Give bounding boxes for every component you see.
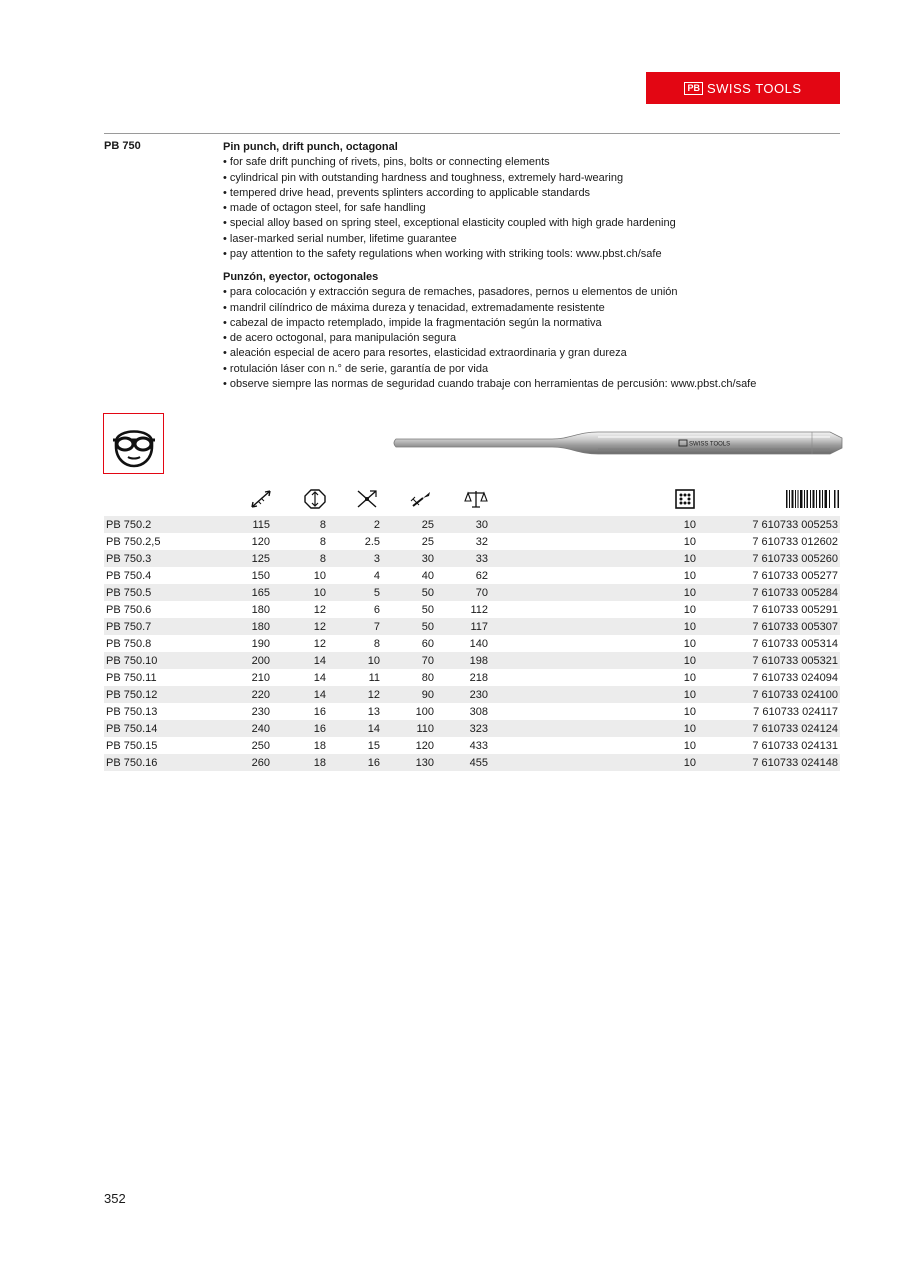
product-code-cell: PB 750.6: [106, 603, 152, 616]
octagon-size-cell: 10: [313, 569, 326, 582]
pin-length-cell: 30: [382, 550, 436, 567]
octagon-size-cell: 14: [272, 652, 328, 669]
table-row: [104, 635, 840, 652]
product-code-cell: PB 750.8: [106, 637, 152, 650]
packaging-unit-cell: 10: [683, 535, 696, 548]
ean-code-cell: 7 610733 005253: [698, 516, 840, 533]
header-divider: [104, 133, 840, 134]
bullet-item: • mandril cilíndrico de máxima dureza y tenacidad, extremadamente resistente: [223, 301, 605, 314]
weight-cell: 455: [436, 754, 490, 771]
pin-length-cell: 110: [382, 720, 436, 737]
brand-logo: [646, 72, 840, 104]
pin-length-cell: 25: [421, 535, 434, 548]
total-length-cell: 115: [224, 516, 272, 533]
product-code-cell: PB 750.4: [106, 569, 152, 582]
pin-diameter-cell: 3: [328, 550, 382, 567]
octagon-size-cell: 16: [313, 705, 326, 718]
table-row: [104, 754, 840, 771]
packaging-unit-icon: [675, 489, 695, 514]
pin-diameter-cell: 6: [373, 603, 380, 616]
ean-code-cell: 7 610733 024131: [752, 739, 838, 752]
weight-cell: 117: [436, 618, 490, 635]
total-length-cell: 120: [251, 535, 270, 548]
total-length-cell: 240: [224, 720, 272, 737]
bullet-item: • cabezal de impacto retemplado, impide la fragmentación según la normativa: [223, 316, 602, 329]
bullet-item: • para colocación y extracción segura de remaches, pasadores, pernos u elementos de unión: [223, 286, 678, 299]
pin-length-cell: 120: [415, 739, 434, 752]
product-code-cell: PB 750.5: [104, 584, 224, 601]
ean-code-cell: 7 610733 005307: [698, 618, 840, 635]
pin-diameter-cell: 10: [328, 652, 382, 669]
packaging-unit-cell: 10: [683, 603, 696, 616]
octagon-size-cell: 18: [272, 754, 328, 771]
ean-code-cell: 7 610733 024148: [698, 754, 840, 771]
bullet-item: • tempered drive head, prevents splinters according to applicable standards: [223, 186, 591, 199]
pin-length-icon: [410, 489, 432, 514]
packaging-unit-cell: 10: [683, 739, 696, 752]
table-row: [104, 516, 840, 533]
weight-cell: 140: [469, 637, 488, 650]
packaging-unit-cell: 10: [683, 705, 696, 718]
ean-code-cell: 7 610733 024124: [698, 720, 840, 737]
packaging-unit-cell: 10: [490, 754, 698, 771]
packaging-unit-cell: 10: [683, 637, 696, 650]
table-row: [104, 601, 840, 618]
product-code: PB 750: [104, 140, 141, 152]
punch-engraving: SWISS TOOLS: [689, 441, 731, 448]
weight-cell: 62: [475, 569, 488, 582]
product-code-cell: PB 750.3: [104, 550, 224, 567]
bullet-item: • de acero octogonal, para manipulación segura: [223, 332, 457, 345]
pin-diameter-cell: 8: [373, 637, 380, 650]
table-row: [104, 652, 840, 669]
ean-code-cell: 7 610733 024094: [752, 671, 838, 684]
packaging-unit-cell: 10: [490, 618, 698, 635]
pin-diameter-icon: [356, 489, 378, 514]
product-code-cell: PB 750.11: [106, 671, 157, 684]
pin-length-cell: 25: [382, 516, 436, 533]
pin-length-cell: 70: [382, 652, 436, 669]
table-row: [104, 720, 840, 737]
pb-logo-mark: PB: [684, 82, 703, 95]
pin-length-cell: 90: [382, 686, 436, 703]
pin-length-cell: 50: [382, 618, 436, 635]
pin-diameter-cell: 15: [367, 739, 380, 752]
total-length-cell: 230: [251, 705, 270, 718]
octagon-size-cell: 12: [313, 603, 326, 616]
octagon-size-cell: 14: [313, 671, 326, 684]
pin-length-cell: 130: [382, 754, 436, 771]
pin-diameter-cell: 5: [328, 584, 382, 601]
table-row: [104, 567, 840, 584]
page-number: 352: [104, 1191, 126, 1206]
bullet-item: • for safe drift punching of rivets, pins, bolts or connecting elements: [223, 156, 550, 169]
weight-cell: 218: [469, 671, 488, 684]
bullet-list-spanish: [223, 285, 840, 392]
table-row: [104, 533, 840, 550]
weight-cell: 230: [436, 686, 490, 703]
total-length-cell: 180: [251, 603, 270, 616]
product-code-cell: PB 750.7: [104, 618, 224, 635]
total-length-cell: 165: [224, 584, 272, 601]
pin-diameter-cell: 4: [373, 569, 380, 582]
packaging-unit-cell: 10: [683, 671, 696, 684]
total-length-icon: [250, 489, 272, 514]
title-spanish: Punzón, eyector, octogonales: [223, 271, 379, 283]
pin-length-cell: 60: [421, 637, 434, 650]
octagon-size-icon: [304, 489, 326, 514]
pin-diameter-cell: 11: [368, 671, 380, 684]
ean-code-cell: 7 610733 005277: [752, 569, 838, 582]
octagon-size-cell: 14: [272, 686, 328, 703]
pin-diameter-cell: 2.5: [364, 535, 380, 548]
bullet-item: • special alloy based on spring steel, exceptional elasticity coupled with high grade hardening: [223, 217, 676, 230]
table-row: [104, 703, 840, 720]
table-row: [104, 669, 840, 686]
title-english: Pin punch, drift punch, octagonal: [223, 141, 398, 153]
total-length-cell: 150: [251, 569, 270, 582]
total-length-cell: 220: [224, 686, 272, 703]
ean-code-cell: 7 610733 024117: [753, 705, 838, 718]
weight-cell: 198: [436, 652, 490, 669]
total-length-cell: 125: [224, 550, 272, 567]
total-length-cell: 190: [251, 637, 270, 650]
total-length-cell: 250: [251, 739, 270, 752]
bullet-item: • aleación especial de acero para resortes, elasticidad extraordinaria y gran dureza: [223, 347, 627, 360]
product-code-cell: PB 750.12: [104, 686, 224, 703]
octagon-size-cell: 8: [272, 516, 328, 533]
total-length-cell: 200: [224, 652, 272, 669]
bullet-item: • observe siempre las normas de seguridad cuando trabaje con herramientas de percusión: www.pbst.ch/safe: [223, 378, 757, 391]
octagon-size-cell: 12: [272, 618, 328, 635]
total-length-cell: 210: [251, 671, 270, 684]
table-row: [104, 686, 840, 703]
ean-code-cell: 7 610733 024100: [698, 686, 840, 703]
pin-diameter-cell: 7: [328, 618, 382, 635]
packaging-unit-cell: 10: [490, 686, 698, 703]
product-code-cell: PB 750.13: [106, 705, 158, 718]
total-length-cell: 180: [224, 618, 272, 635]
weight-cell: 30: [436, 516, 490, 533]
product-code-cell: PB 750.16: [104, 754, 224, 771]
packaging-unit-cell: 10: [490, 584, 698, 601]
weight-cell: 433: [469, 739, 488, 752]
packaging-unit-cell: 10: [490, 720, 698, 737]
octagon-size-cell: 16: [272, 720, 328, 737]
ean-code-cell: 7 610733 005321: [698, 652, 840, 669]
octagon-size-cell: 12: [313, 637, 326, 650]
pin-punch-image: [392, 428, 844, 463]
ean-code-cell: 7 610733 005260: [698, 550, 840, 567]
bullet-item: • laser-marked serial number, lifetime guarantee: [223, 232, 457, 245]
pin-length-cell: 80: [421, 671, 434, 684]
packaging-unit-cell: 10: [683, 569, 696, 582]
total-length-cell: 260: [224, 754, 272, 771]
barcode-icon: [786, 489, 840, 514]
bullet-item: • pay attention to the safety regulations when working with striking tools: www.pbst.ch/safe: [223, 248, 662, 261]
bullet-item: • made of octagon steel, for safe handling: [223, 202, 426, 215]
octagon-size-cell: 18: [313, 739, 326, 752]
packaging-unit-cell: 10: [490, 550, 698, 567]
packaging-unit-cell: 10: [490, 652, 698, 669]
pin-length-cell: 50: [382, 584, 436, 601]
octagon-size-cell: 8: [272, 550, 328, 567]
weight-icon: [464, 489, 488, 514]
product-table: [104, 516, 840, 771]
bullet-item: • cylindrical pin with outstanding hardness and toughness, extremely hard-wearing: [223, 171, 624, 184]
product-code-cell: PB 750.10: [104, 652, 224, 669]
packaging-unit-cell: 10: [490, 516, 698, 533]
description-english: [223, 140, 840, 262]
weight-cell: 112: [470, 603, 488, 616]
ean-code-cell: 7 610733 005314: [752, 637, 838, 650]
bullet-list-english: [223, 155, 840, 262]
description-spanish: [223, 270, 840, 392]
pin-diameter-cell: 12: [328, 686, 382, 703]
weight-cell: 33: [436, 550, 490, 567]
table-row: [104, 584, 840, 601]
weight-cell: 308: [469, 705, 488, 718]
pin-diameter-cell: 2: [328, 516, 382, 533]
ean-code-cell: 7 610733 005284: [698, 584, 840, 601]
pin-diameter-cell: 13: [367, 705, 380, 718]
pin-diameter-cell: 14: [328, 720, 382, 737]
product-code-cell: PB 750.2: [104, 516, 224, 533]
octagon-size-cell: 10: [272, 584, 328, 601]
safety-goggles-icon: [103, 413, 164, 474]
pin-diameter-cell: 16: [328, 754, 382, 771]
ean-code-cell: 7 610733 012602: [752, 535, 838, 548]
weight-cell: 70: [436, 584, 490, 601]
product-code-cell: PB 750.15: [106, 739, 158, 752]
ean-code-cell: 7 610733 005291: [752, 603, 838, 616]
product-code-cell: PB 750.2,5: [106, 535, 161, 548]
pin-length-cell: 50: [421, 603, 434, 616]
table-row: [104, 550, 840, 567]
table-row: [104, 618, 840, 635]
octagon-size-cell: 8: [319, 535, 326, 548]
brand-name: SWISS TOOLS: [706, 80, 802, 96]
bullet-item: • rotulación láser con n.° de serie, garantía de por vida: [223, 362, 489, 375]
pin-length-cell: 100: [415, 705, 434, 718]
weight-cell: 32: [475, 535, 488, 548]
weight-cell: 323: [436, 720, 490, 737]
product-code-cell: PB 750.14: [104, 720, 224, 737]
pin-length-cell: 40: [421, 569, 434, 582]
table-row: [104, 737, 840, 754]
